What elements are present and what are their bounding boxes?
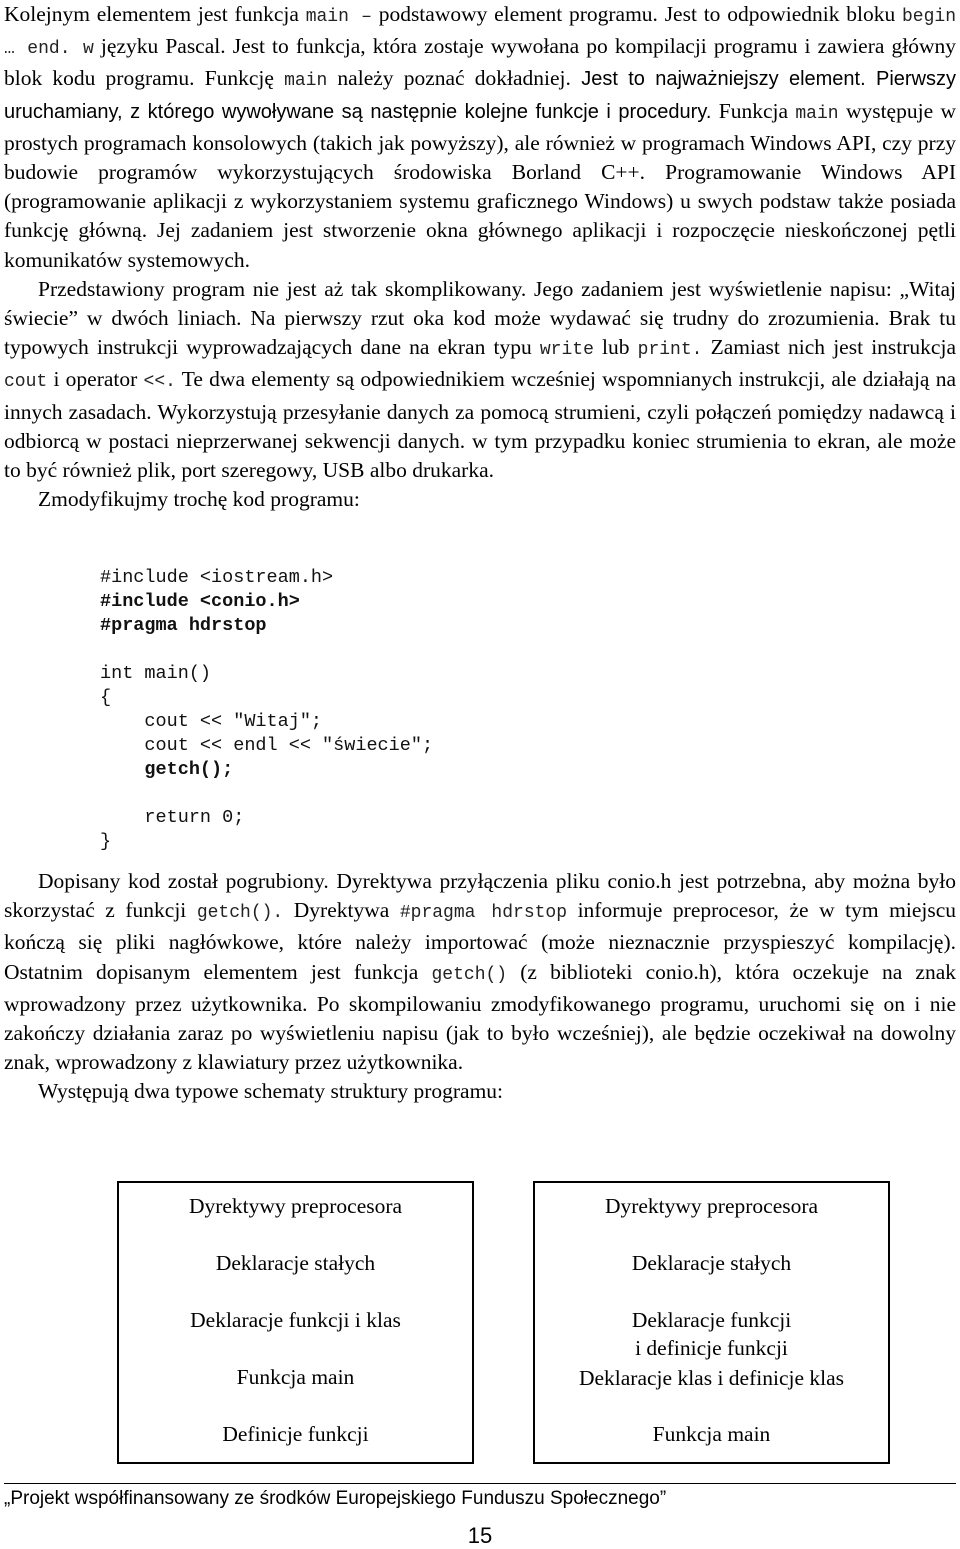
code-getch: getch().: [196, 903, 284, 924]
code-line: #include <iostream.h>: [100, 567, 334, 588]
code-begin-end: begin … end. w: [4, 7, 956, 60]
code-main: main: [795, 103, 839, 124]
code-line: cout << endl << "świecie";: [100, 735, 434, 756]
schema-box-right: [533, 1181, 890, 1464]
schema-item: Deklaracje funkcji: [631, 1308, 792, 1332]
page-number: 15: [467, 1523, 493, 1548]
schema-item: Dyrektywy preprocesora: [604, 1194, 819, 1218]
code-line: #include <conio.h>: [100, 591, 300, 612]
paragraph-schemas-intro: Występują dwa typowe schematy struktury programu:: [38, 1079, 504, 1104]
paragraph-program-description: Przedstawiony program nie jest aż tak skomplikowany. Jego zadaniem jest wyświetlenie napisu: „Witaj świecie” w dwóch liniach. Na pierwszy rzut oka kod może wydawać się trudny do zrozumienia. Brak tu typowych instrukcji wyprowadzających dane na ekran typu write lub print. Zamiast nich jest instrukcja cout i operator <<. Te dwa elementy są odpowiednikiem wcześniej wspomnianych instrukcji, ale działają na innych zasadach. Wykorzystują przesyłanie danych za pomocą strumieni, czyli połączeń pomiędzy nadawcą i odbiorcą w postaci nieprzerwanej sekwencji danych. w tym przypadku koniec strumienia to ekran, ale może to być również plik, port szeregowy, USB albo drukarka.: [4, 276, 956, 483]
paragraph-main-function: Kolejnym elementem jest funkcja main – podstawowy element programu. Jest to odpowiednik bloku begin … end. w języku Pascal. Jest to funkcja, która zostaje wywołana po kompilacji programu i zawiera główny blok kodu programu. Funkcję main należy poznać dokładniej. Jest to najważniejszy element. Pierwszy uruchamiany, z którego wywoływane są następnie kolejne funkcje i procedury. Funkcja main występuje w prostych programach konsolowych (takich jak powyższy), ale również w programach Windows API, czy przy budowie programów wykorzystujących środowiska Borland C++. Programowanie Windows API (programowanie aplikacji z wykorzystaniem systemu graficznego Windows) u swych podstaw także posiada funkcję główną. Jej zadaniem jest stworzenie okna głównego aplikacji i rozpoczęcie nieskończonej pętli komunikatów systemowych.: [4, 2, 957, 272]
code-blank-line: [100, 782, 433, 806]
code-print: print.: [637, 340, 703, 361]
paragraph-modify-intro: Zmodyfikujmy trochę kod programu:: [38, 487, 360, 512]
code-operator: <<.: [143, 372, 176, 393]
sans-sentence: Jest to najważniejszy element. Pierwszy uruchamiany, z którego wywoływane są następnie kolejne funkcje i procedury.: [4, 68, 956, 123]
code-line: return 0;: [100, 807, 245, 828]
code-pragma: #pragma hdrstop: [399, 903, 568, 924]
code-line: int main(): [100, 663, 212, 684]
schema-item: Funkcja main: [652, 1422, 771, 1446]
code-line: getch();: [100, 759, 234, 780]
schema-item: i definicje funkcji: [635, 1336, 788, 1360]
schema-item: Deklaracje funkcji i klas: [190, 1308, 401, 1332]
page-content: [4, 0, 956, 514]
footer-divider: [4, 1483, 956, 1484]
schema-item: Dyrektywy preprocesora: [188, 1194, 403, 1218]
code-line: cout << "Witaj";: [100, 711, 323, 732]
schema-item: Funkcja main: [236, 1365, 355, 1389]
code-write: write: [539, 340, 594, 361]
code-cout: cout: [4, 372, 48, 393]
code-getch: getch(): [431, 964, 508, 985]
code-main: main: [284, 71, 328, 92]
schema-box-left: [117, 1181, 474, 1464]
footer-project-note: „Projekt współfinansowany ze środków Europejskiego Funduszu Społecznego”: [4, 1488, 667, 1509]
code-line: #pragma hdrstop: [100, 615, 267, 636]
code-line: {: [100, 687, 112, 708]
schema-item: Deklaracje stałych: [631, 1251, 792, 1275]
code-main: main –: [305, 7, 372, 27]
code-line: }: [100, 831, 112, 852]
schema-item: Deklaracje stałych: [215, 1251, 376, 1275]
page-content-lower: [4, 867, 956, 1107]
code-blank-line: [100, 638, 433, 662]
code-listing: [100, 566, 433, 854]
schema-item: Definicje funkcji: [222, 1422, 369, 1446]
paragraph-code-explanation: Dopisany kod został pogrubiony. Dyrektywa przyłączenia pliku conio.h jest potrzebna, aby można było skorzystać z funkcji getch(). Dyrektywa #pragma hdrstop informuje preprocesor, że w tym miejscu kończą się pliki nagłówkowe, które należy importować (może nieznacznie przyspieszyć kompilację). Ostatnim dopisanym elementem jest funkcja getch() (z biblioteki conio.h), która oczekuje na znak wprowadzony przez użytkownika. Po skompilowaniu zmodyfikowanego programu, uruchomi się on i nie zakończy działania zaraz po wyświetleniu napisu (jak to było wcześniej), ale będzie oczekiwał na dowolny znak, wprowadzony z klawiatury przez użytkownika.: [4, 869, 956, 1075]
schema-item: Deklaracje klas i definicje klas: [578, 1366, 845, 1390]
